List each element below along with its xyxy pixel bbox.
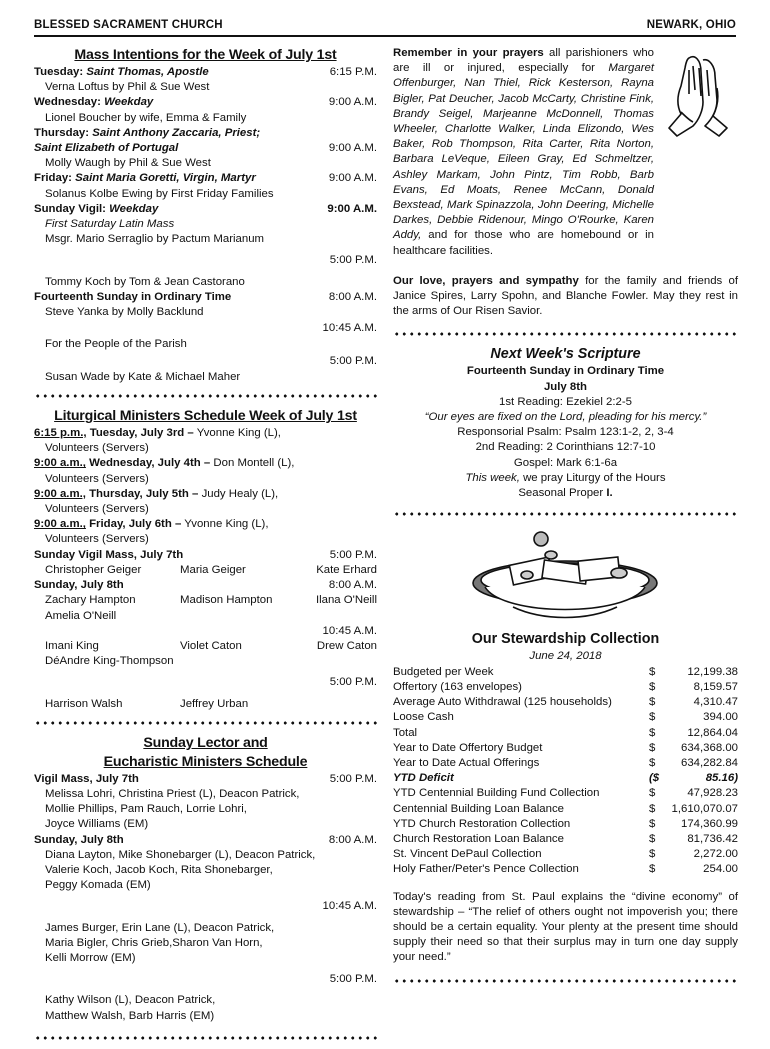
row-currency: $ [649,696,656,709]
mass-time: 10:45 A.M. [322,624,377,637]
lit-day: Tuesday, July 3rd – [89,427,194,440]
minister-name: Kate Erhard [316,563,377,576]
minister-row [34,697,377,712]
mass-intention: Susan Wade by Kate & Michael Maher [45,370,241,383]
row-amount: 634,368.00 [680,741,738,754]
stewardship-row [393,695,738,710]
mass-intention: For the People of the Parish [45,338,187,351]
row-label: Holy Father/Peter's Pence Collection [393,863,579,876]
lector-names: Kelli Morrow (EM) [45,951,136,964]
row-amount: 4,310.47 [693,696,738,709]
minister-name: Zachary Hampton [45,594,136,607]
church-name: BLESSED SACRAMENT CHURCH [34,19,223,31]
dotted-divider [393,509,738,519]
lit-row [34,426,377,441]
saint-label: Saint Elizabeth of Portugal [34,142,179,155]
lector-names: Peggy Komada (EM) [45,879,151,892]
sunday-vigil-header [34,548,377,563]
mass-time: 9:00 A.M. [328,172,377,185]
stewardship-row [393,817,738,832]
minister-name: Maria Geiger [180,563,246,576]
day-label: Wednesday: [34,96,101,109]
lit-minister: Yvonne King (L), [196,427,281,440]
saint-label: Saint Anthony Zaccaria, Priest; [92,126,261,139]
prayers-text: and for those who are homebound or in healthcare facilities. [393,229,654,257]
row-label: YTD Church Restoration Collection [393,817,571,830]
minister-row [34,563,377,578]
row-currency: $ [649,863,656,876]
mass-time: 5:00 P.M. [329,772,377,785]
dotted-divider [393,976,738,986]
lector-names: Valerie Koch, Jacob Koch, Rita Shonebarger, [45,863,273,876]
row-amount: 254.00 [703,863,738,876]
liturgy-text: we pray Liturgy of the Hours [519,471,666,484]
mass-time: 10:45 A.M. [322,900,377,913]
scripture-subtitle: Fourteenth Sunday in Ordinary Time [466,365,665,378]
stewardship-table [393,665,738,878]
row-currency: $ [649,787,656,800]
mass-time: 8:00 A.M. [328,290,377,303]
lit-servers: Volunteers (Servers) [45,472,149,485]
lit-day: Thursday, July 5th – [89,487,199,500]
row-currency: $ [649,680,656,693]
day-label: Sunday Vigil: [34,202,106,215]
mass-time: 5:00 P.M. [329,354,377,367]
lit-minister: Don Montell (L), [213,457,295,470]
liturgical-ministers-title: Liturgical Ministers Schedule Week of July 1st [54,408,357,425]
proper-label: Seasonal Proper [518,487,607,500]
mass-time: 9:00 A.M. [328,96,377,109]
row-amount: 394.00 [703,711,738,724]
scripture-date: July 8th [543,380,588,393]
row-label: Average Auto Withdrawal (125 households) [393,696,612,709]
lit-time: 6:15 p.m., [34,427,87,440]
lit-day: Friday, July 6th – [89,518,182,531]
sunday-header [34,833,377,848]
lector-names: Melissa Lohri, Christina Priest (L), Deacon Patrick, [45,787,300,800]
mass-time: 8:00 A.M. [328,833,377,846]
minister-name: Christopher Geiger [45,563,142,576]
stewardship-title: Our Stewardship Collection [471,631,660,648]
dotted-divider [34,718,377,728]
mass-time: 5:00 P.M. [329,676,377,689]
row-currency: $ [649,832,656,845]
row-currency: ($ [649,772,660,785]
mass-label: Sunday, July 8th [34,579,124,592]
stewardship-row [393,771,738,786]
minister-name: Ilana O'Neill [315,594,377,607]
prayers-text: all parishioners who are ill or injured, especially for [393,47,654,75]
minister-name: Violet Caton [180,639,242,652]
lector-names: Matthew Walsh, Barb Harris (EM) [45,1009,215,1022]
mass-intention: Verna Loftus by Phil & Sue West [45,81,210,94]
row-label: Loose Cash [393,711,454,724]
mass-time: 6:15 P.M. [329,66,377,78]
stewardship-row [393,756,738,771]
lit-row [34,456,377,471]
saint-label: Weekday [109,202,159,215]
row-currency: $ [649,802,656,815]
stewardship-row [393,862,738,877]
mass-tuesday [34,65,377,80]
saint-label: Saint Maria Goretti, Virgin, Martyr [75,172,256,185]
saint-label: Saint Thomas, Apostle [86,66,209,78]
mass-intention: Molly Waugh by Phil & Sue West [45,157,211,170]
mass-fourteenth-sunday [34,290,377,305]
row-amount: 2,272.00 [693,848,738,861]
mass-label: Sunday Vigil Mass, July 7th [34,548,184,561]
row-currency: $ [649,711,656,724]
mass-wednesday [34,95,377,110]
row-label: YTD Centennial Building Fund Collection [393,787,600,800]
stewardship-row [393,680,738,695]
day-label: Thursday: [34,126,90,139]
minister-name: DéAndre King-Thompson [45,655,174,668]
mass-intention: Tommy Koch by Tom & Jean Castorano [45,275,245,288]
mass-label: Vigil Mass, July 7th [34,772,139,785]
praying-hands-icon [659,50,739,140]
lit-minister: Yvonne King (L), [184,518,269,531]
row-amount: 12,864.04 [687,726,738,739]
stewardship-closing: Today's reading from St. Paul explains the “divine economy” of stewardship – “The relief of others ought not impoverish you; there should be a certain equality. Your plenty at the present time should supply their need so that their surplus may in turn one day supply your need.” [393,890,738,964]
lector-names: Diana Layton, Mike Shonebarger (L), Deacon Patrick, [45,848,316,861]
row-currency: $ [649,848,656,861]
minister-name: Drew Caton [316,639,377,652]
scripture-title: Next Week's Scripture [490,346,641,363]
scripture-quote: “Our eyes are fixed on the Lord, pleading for his mercy.” [424,411,707,424]
row-label: Centennial Building Loan Balance [393,802,564,815]
mass-time: 5:00 P.M. [329,973,377,986]
lit-time: 9:00 a.m., [34,487,86,500]
row-currency: $ [649,817,656,830]
lector-names: Joyce Williams (EM) [45,818,149,831]
row-label: Offertory (163 envelopes) [393,680,522,693]
lit-row [34,487,377,502]
prayers-lead: Remember in your prayers [393,47,544,59]
stewardship-row [393,741,738,756]
lector-names: Maria Bigler, Chris Grieb,Sharon Van Horn, [45,936,263,949]
row-amount: 634,282.84 [680,756,738,769]
stewardship-row [393,802,738,817]
scripture-reading: Gospel: Mark 6:1-6a [513,456,618,469]
lit-day: Wednesday, July 4th – [89,457,211,470]
sympathy-text: for the family and friends of Janice Spires, Larry Spohn, and Blanche Fowler. May they rest in the arms of Our Risen Savior. [393,274,738,318]
lit-time: 9:00 a.m., [34,518,86,531]
row-label: YTD Deficit [393,772,454,785]
row-amount: 1,610,070.07 [671,802,738,815]
liturgy-week: This week, [465,471,520,484]
lector-names: James Burger, Erin Lane (L), Deacon Patrick, [45,921,275,934]
row-label: Budgeted per Week [393,665,494,678]
mass-time: 5:00 P.M. [329,548,377,561]
minister-row [34,593,377,608]
row-label: St. Vincent DePaul Collection [393,848,542,861]
mass-intention: Lionel Boucher by wife, Emma & Family [45,111,247,124]
page-header [34,18,736,34]
left-column [34,46,377,1049]
sympathy-lead: Our love, prayers and sympathy [393,274,579,287]
lit-time: 9:00 a.m., [34,457,86,470]
dotted-divider [34,1033,377,1043]
lit-servers: Volunteers (Servers) [45,442,149,455]
dotted-divider [34,391,377,401]
row-currency: $ [649,665,656,678]
stewardship-row [393,847,738,862]
row-label: Year to Date Actual Offerings [393,756,540,769]
saint-label: Weekday [104,96,154,109]
scripture-proper [393,486,738,501]
stewardship-row [393,710,738,725]
lit-minister: Judy Healy (L), [201,487,279,500]
mass-friday [34,171,377,186]
row-amount: 47,928.23 [687,787,738,800]
lector-names: Kathy Wilson (L), Deacon Patrick, [45,994,216,1007]
minister-row [34,639,377,654]
lector-title-2: Eucharistic Ministers Schedule [103,753,308,770]
lector-title-1: Sunday Lector and [143,734,268,751]
spacer [393,259,738,274]
mass-thursday-2 [34,141,377,156]
stewardship-row [393,832,738,847]
minister-name: Amelia O'Neill [45,609,117,622]
row-label: Church Restoration Loan Balance [393,832,564,845]
lit-servers: Volunteers (Servers) [45,503,149,516]
row-currency: $ [649,741,656,754]
minister-name: Jeffrey Urban [180,697,249,710]
mass-intention: Msgr. Mario Serraglio by Pactum Marianum [45,233,265,246]
mass-time: 10:45 A.M. [322,322,377,335]
mass-time: 8:00 A.M. [328,579,377,592]
scripture-reading: 2nd Reading: 2 Corinthians 12:7-10 [475,441,656,454]
row-amount: 85.16) [705,772,738,785]
scripture-liturgy [393,471,738,486]
stewardship-row [393,726,738,741]
mass-label: Sunday, July 8th [34,833,124,846]
prayers-names: Margaret Offenburger, Nan Thiel, Rick Kesterson, Rayna Bigler, Pat Deucher, Jacob McCarty, Christine Fink, Brandy Seigel, Marjeanne McDonnell, Thomas Wheeler, Charlotte Walker, Linda Elizondo, Wes Baker, Rob Thompson, Rita Carter, Rita Norton, Barbara LeVeque, Eileen Gray, Ed Schmeltzer, Ashley Markam, John Pintz, Tim Robb, Barb Evans, Ed Moats, Renee McCann, Donald Bexstead, Mark Spinazzola, John Deering, Michelle Darkes, Debbie Ridenour, Mingo O'Rourke, Karen Addy, [393,62,654,242]
stewardship-date: June 24, 2018 [529,650,602,663]
spacer [393,878,738,890]
lit-row [34,517,377,532]
stewardship-row [393,665,738,680]
church-location: NEWARK, OHIO [646,19,736,31]
mass-time: 9:00 A.M. [327,202,377,215]
row-amount: 8,159.57 [693,680,738,693]
mass-sunday-vigil [34,202,377,217]
minister-name: Imani King [45,639,99,652]
row-currency: $ [649,726,656,739]
mass-intentions-title: Mass Intentions for the Week of July 1st [74,47,337,63]
right-column [393,46,738,992]
row-label: Total [393,726,418,739]
row-amount: 81,736.42 [687,832,738,845]
mass-note: First Saturday Latin Mass [45,218,175,231]
row-label: Year to Date Offertory Budget [393,741,543,754]
lector-names: Mollie Phillips, Pam Rauch, Lorrie Lohri, [45,803,247,816]
mass-thursday [34,126,377,141]
row-amount: 174,360.99 [680,817,738,830]
day-label: Fourteenth Sunday in Ordinary Time [34,290,232,303]
minister-name: Madison Hampton [180,594,273,607]
proper-value: I. [606,487,613,500]
header-rule [34,35,736,37]
mass-intention: Solanus Kolbe Ewing by First Friday Families [45,187,274,200]
day-label: Friday: [34,172,72,185]
dotted-divider [393,329,738,339]
mass-intention: Steve Yanka by Molly Backlund [45,306,204,319]
scripture-reading: 1st Reading: Ezekiel 2:2-5 [499,395,632,408]
minister-name: Harrison Walsh [45,697,123,710]
lit-servers: Volunteers (Servers) [45,533,149,546]
vigil-mass-header [34,772,377,787]
mass-time: 9:00 A.M. [328,142,377,155]
offering-plate-icon [393,525,738,625]
mass-time: 5:00 P.M. [329,254,377,267]
sunday-header [34,578,377,593]
scripture-reading: Responsorial Psalm: Psalm 123:1-2, 2, 3-4 [457,426,674,439]
stewardship-row [393,786,738,801]
sympathy-block [393,274,738,320]
row-amount: 12,199.38 [687,665,738,678]
day-label: Tuesday: [34,66,84,78]
row-currency: $ [649,756,656,769]
